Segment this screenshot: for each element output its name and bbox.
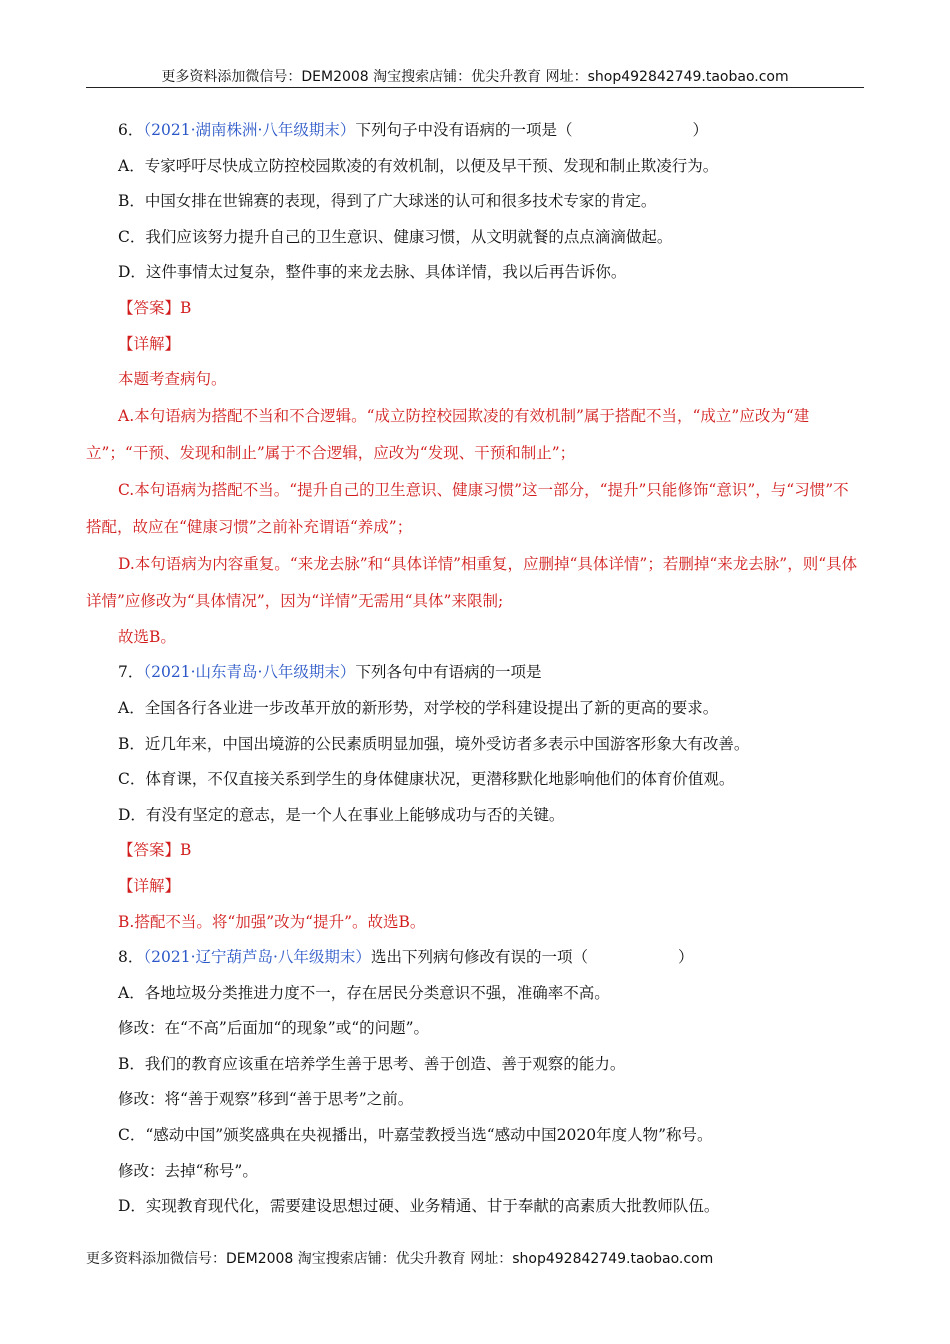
question-6-source: （2021·湖南株洲·八年级期末） [143, 121, 356, 139]
page-footer: 更多资料添加微信号：DEM2008 淘宝搜索店铺：优尖升教育 网址：shop492842749.taobao.com [86, 1251, 714, 1267]
question-6-detail-label: 【详解】 [118, 334, 181, 353]
question-8-option-b: B．我们的教育应该重在培养学生善于思考、善于创造、善于观察的能力。 [118, 1054, 626, 1073]
question-8-option-d: D．实现教育现代化，需要建设思想过硬、业务精通、甘于奉献的高素质大批教师队伍。 [118, 1197, 720, 1216]
page-header: 更多资料添加微信号：DEM2008 淘宝搜索店铺：优尖升教育 网址：shop492842749.taobao.com [161, 69, 789, 85]
question-7-text: 下列各句中有语病的一项是 [355, 663, 542, 682]
question-6-intro: 本题考查病句。 [118, 370, 227, 389]
question-7-number: 7． [118, 663, 144, 682]
question-7-detail-label: 【详解】 [118, 876, 181, 895]
question-6-explain-a: A.本句语病为搭配不当和不合逻辑。“成立防控校园欺凌的有效机制”属于搭配不当，“成立”应改为“建立”；“干预、发现和制止”属于不合逻辑，应改为“发现、干预和制止”； [86, 406, 810, 462]
question-8-stem [86, 940, 864, 976]
question-8-text: 选出下列病句修改有误的一项（ [370, 948, 588, 967]
question-6-option-d: D．这件事情太过复杂，整件事的来龙去脉、具体详情，我以后再告诉你。 [118, 263, 627, 282]
question-8-source: （2021·辽宁葫芦岛·八年级期末） [143, 948, 371, 967]
question-7-option-b: B．近几年来，中国出境游的公民素质明显加强，境外受访者多表示中国游客形象大有改善。 [118, 734, 750, 753]
question-7-source: （2021·山东青岛·八年级期末） [143, 663, 356, 682]
question-6-explain-c: C.本句语病为搭配不当。“提升自己的卫生意识、健康习惯”这一部分，“提升”只能修饰“意识”，与“习惯”不搭配，故应在“健康习惯”之前补充谓语“养成”； [86, 480, 849, 536]
question-6-text: 下列句子中没有语病的一项是（ [355, 121, 573, 139]
question-8-number: 8． [118, 948, 144, 967]
question-7-option-d: D．有没有坚定的意志，是一个人在事业上能够成功与否的关键。 [118, 805, 565, 824]
question-7-option-c: C．体育课，不仅直接关系到学生的身体健康状况，更潜移默化地影响他们的体育价值观。 [118, 770, 735, 789]
question-7-answer: 【答案】B [118, 841, 192, 860]
question-8-fix-a: 修改：在“不高”后面加“的现象”或“的问题”。 [118, 1019, 430, 1038]
question-8-fix-c: 修改：去掉“称号”。 [118, 1161, 258, 1180]
question-6-option-c: C．我们应该努力提升自己的卫生意识、健康习惯，从文明就餐的点点滴滴做起。 [118, 227, 673, 246]
question-7-explain: B.搭配不当。将“加强”改为“提升”。故选B。 [118, 912, 426, 931]
question-8-fix-b: 修改：将“善于观察”移到“善于思考”之前。 [118, 1090, 414, 1109]
header-rule [86, 87, 864, 88]
question-6-option-a: A．专家呼吁尽快成立防控校园欺凌的有效机制，以便及早干预、发现和制止欺凌行为。 [118, 156, 719, 175]
question-6-number: 6． [118, 121, 144, 139]
question-6-close: ） [692, 121, 708, 139]
question-6-explain-d: D.本句语病为内容重复。“来龙去脉”和“具体详情”相重复，应删掉“具体详情”；若删掉“来龙去脉”，则“具体详情”应修改为“具体情况”，因为“详情”无需用“具体”来限制; [86, 554, 858, 610]
question-8-option-a: A．各地垃圾分类推进力度不一，存在居民分类意识不强，准确率不高。 [118, 983, 610, 1002]
question-6-stem [86, 113, 864, 149]
question-7-stem [86, 655, 864, 691]
question-6-option-b: B．中国女排在世锦赛的表现，得到了广大球迷的认可和很多技术专家的肯定。 [118, 192, 657, 211]
question-8-option-c: C．“感动中国”颁奖盛典在央视播出，叶嘉莹教授当选“感动中国2020年度人物”称号。 [118, 1126, 713, 1145]
question-7-option-a: A．全国各行各业进一步改革开放的新形势，对学校的学科建设提出了新的更高的要求。 [118, 698, 719, 717]
page-content [86, 113, 864, 1225]
question-6-answer: 【答案】B [118, 298, 192, 317]
question-6-conclusion: 故选B。 [118, 627, 176, 646]
question-8-close: ） [677, 948, 694, 967]
